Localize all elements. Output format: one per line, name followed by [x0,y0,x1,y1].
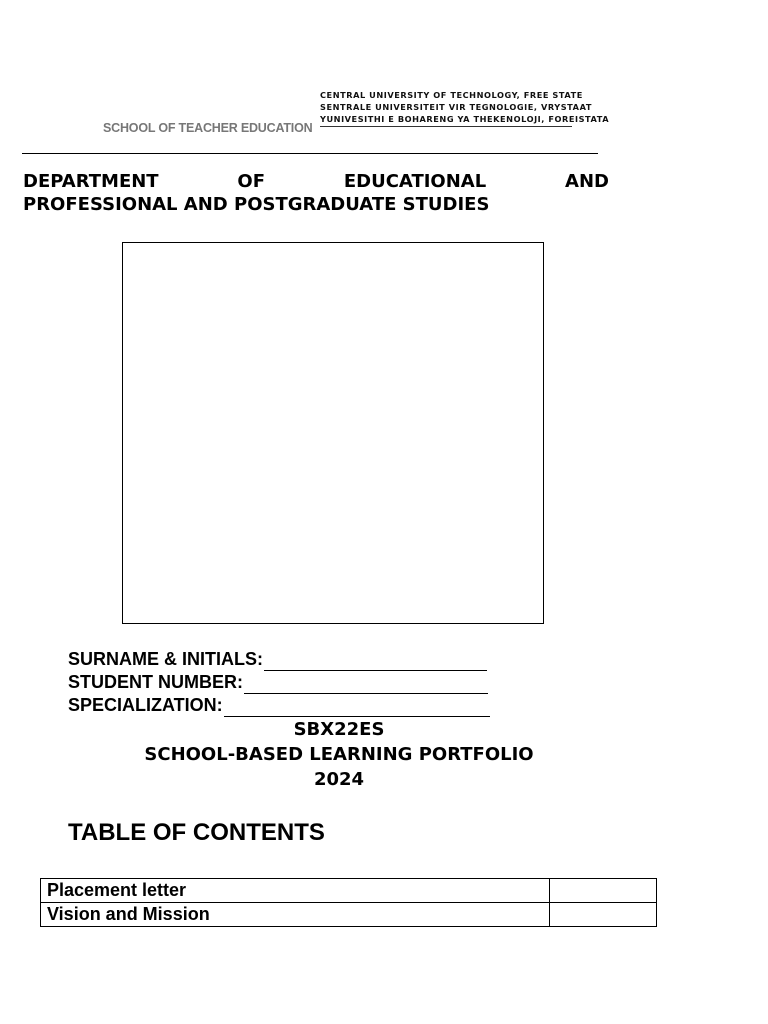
student-details [68,648,490,717]
toc-page-cell [550,903,657,927]
table-row [41,879,657,903]
header-divider [22,153,598,154]
surname-blank-line[interactable] [264,653,487,671]
table-row [41,903,657,927]
student-number-label: STUDENT NUMBER: [68,672,243,692]
toc-page-cell [550,879,657,903]
toc-item: Placement letter [41,879,550,903]
course-info [100,717,578,792]
university-name-sesotho: YUNIVESITHI E BOHARENG YA THEKENOLOJI, FOREISTATA [320,114,610,124]
department-word: OF [237,171,266,192]
surname-label: SURNAME & INITIALS: [68,649,263,669]
university-underline [320,126,572,127]
toc-table [40,878,657,927]
toc-title: TABLE OF CONTENTS [68,819,325,846]
university-name-block [320,89,610,127]
course-title: SCHOOL-BASED LEARNING PORTFOLIO [144,744,534,765]
department-title-line1 [23,170,609,193]
department-word: AND [565,171,609,192]
department-title [23,170,609,216]
photo-placeholder-box [122,242,544,624]
specialization-field-row [68,694,490,717]
university-name-english: CENTRAL UNIVERSITY OF TECHNOLOGY, FREE STATE [320,90,583,100]
department-word: EDUCATIONAL [343,171,487,192]
student-number-blank-line[interactable] [244,676,488,694]
department-word: DEPARTMENT [23,171,159,192]
course-year: 2024 [313,769,365,790]
department-title-line2: PROFESSIONAL AND POSTGRADUATE STUDIES [23,194,490,215]
specialization-blank-line[interactable] [224,699,490,717]
course-code: SBX22ES [293,719,385,740]
school-name: SCHOOL OF TEACHER EDUCATION [103,121,313,135]
surname-field-row [68,648,490,671]
university-name-afrikaans: SENTRALE UNIVERSITEIT VIR TEGNOLOGIE, VRYSTAAT [320,102,592,112]
student-number-field-row [68,671,490,694]
specialization-label: SPECIALIZATION: [68,695,223,715]
toc-item: Vision and Mission [41,903,550,927]
